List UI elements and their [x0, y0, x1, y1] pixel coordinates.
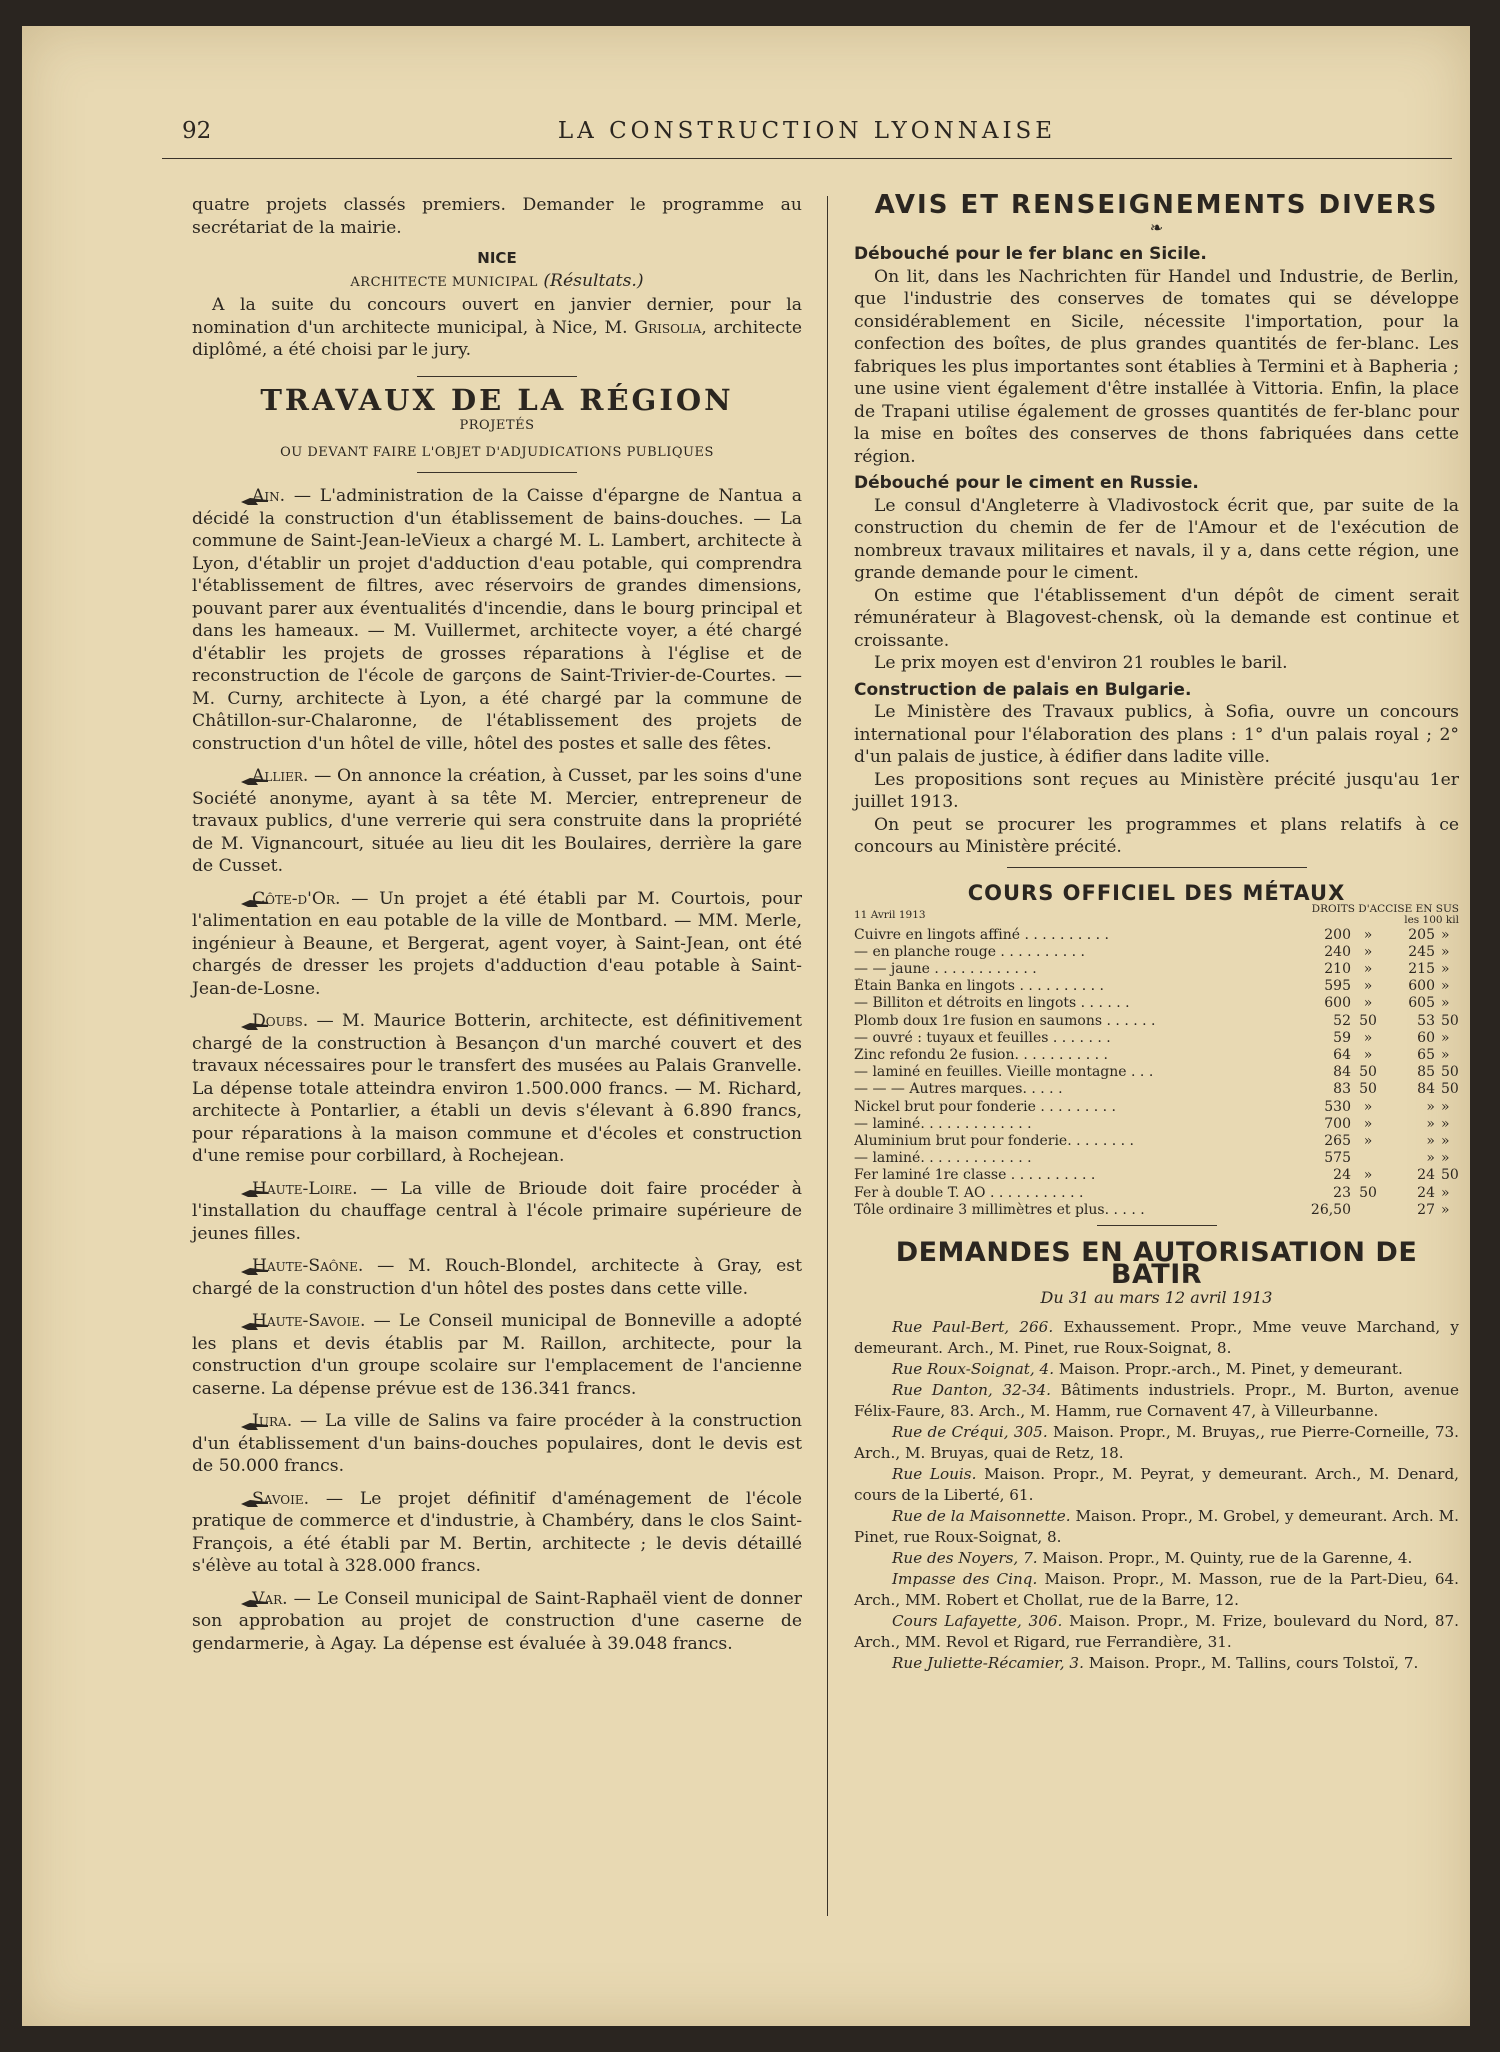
department-name: Doubs. [252, 1011, 309, 1031]
metal-name: Plomb doux 1re fusion en saumons . . . . . . [854, 1012, 1156, 1029]
metal-row [854, 1013, 1459, 1030]
metal-price: 575 [1324, 1150, 1351, 1167]
metal-duty-fraction: » [1441, 1046, 1450, 1063]
metal-duty-fraction: » [1441, 926, 1450, 943]
metal-row [854, 1167, 1459, 1184]
metal-price: 52 [1333, 1012, 1351, 1029]
metal-row [854, 1064, 1459, 1081]
entry-text: — M. Maurice Botterin, architecte, est définitivement chargé de la construction à Besançon d'un marché couvert et des travaux nécessaires pour le transfert des musées au Palais Granvelle. La dépense totale atteindra environ 1.500.000 francs. — M. Richard, architecte à Pontarlier, a établi un devis s'élevant à 6.890 francs, pour réparations à la maison commune et d'écoles et construction d'une remise pour corbillard, à Rochejean. [192, 1011, 802, 1166]
metal-duty: 84 [1417, 1081, 1435, 1098]
metal-price-fraction: » [1363, 995, 1373, 1012]
metal-duty: 600 [1408, 978, 1435, 995]
permit-list [854, 1317, 1459, 1674]
metals-column-header: DROITS D'ACCISE EN SUS les 100 kil [1311, 903, 1459, 926]
entry-text: — Le Conseil municipal de Bonneville a adopté les plans et devis établis par M. Raillon, architecte, pour la construction d'un groupe scolaire sur l'emplacement de l'ancienne caserne. La dépense prévue est de 136.341 francs. [192, 1311, 803, 1399]
metal-price-fraction [1351, 1202, 1385, 1219]
metal-duty-fraction: » [1441, 1150, 1450, 1167]
metal-price: 64 [1333, 1046, 1351, 1063]
region-entry [192, 1010, 802, 1168]
metal-duty: 24 [1417, 1184, 1435, 1201]
metal-price-fraction: 50 [1359, 1081, 1377, 1098]
permit-street: Rue Juliette-Récamier, 3. [892, 1654, 1084, 1673]
department-name: Côte-d'Or. [252, 888, 341, 909]
metal-duty-fraction: 50 [1441, 1012, 1459, 1029]
permit-entry [854, 1317, 1459, 1359]
metal-row [854, 944, 1459, 961]
pointing-hand-icon [216, 893, 246, 905]
permit-entry [854, 1653, 1459, 1674]
permit-street: Rue Louis. [892, 1465, 977, 1484]
metal-row [854, 1099, 1459, 1116]
permit-street: Cours Lafayette, 306. [892, 1612, 1063, 1631]
permit-entry [854, 1422, 1459, 1464]
continuation-paragraph: quatre projets classés premiers. Demander le programme au secrétariat de la mairie. [192, 195, 802, 238]
metal-duty: 60 [1417, 1029, 1435, 1046]
nice-label: ARCHITECTE MUNICIPAL [350, 274, 538, 290]
department-name: Ain. [252, 486, 286, 506]
metal-duty: 65 [1417, 1046, 1435, 1063]
pointing-hand-icon [216, 1016, 246, 1028]
permit-entry [854, 1506, 1459, 1548]
metal-price-fraction: » [1363, 943, 1373, 960]
metal-price: 83 [1333, 1081, 1351, 1098]
metal-duty: » [1426, 1115, 1435, 1132]
metal-row [854, 978, 1459, 995]
metal-duty: 53 [1417, 1012, 1435, 1029]
permit-entry [854, 1569, 1459, 1611]
permit-street: Rue de Créqui, 305. [892, 1423, 1048, 1442]
department-name: Savoie. [252, 1488, 310, 1509]
pointing-hand-icon [216, 491, 246, 503]
permit-details: Maison. Propr., M. Frize, boulevard du Nord, 87. Arch., MM. Revol et Rigard, rue Ferrandière, 31. [854, 1612, 1459, 1652]
permit-details: Maison. Propr., M. Quinty, rue de la Garenne, 4. [1037, 1549, 1413, 1568]
cours-title: COURS OFFICIEL DES MÉTAUX [967, 880, 1346, 905]
permit-details: Maison. Propr., M. Peyrat, y demeurant. Arch., M. Denard, cours de la Liberté, 61. [854, 1465, 1459, 1505]
metal-duty: 85 [1417, 1064, 1435, 1081]
department-name: Var. [252, 1588, 288, 1609]
pointing-hand-icon [216, 1316, 246, 1328]
pointing-hand-icon [216, 1261, 246, 1273]
metal-price: 24 [1333, 1167, 1351, 1184]
page-number: 92 [182, 118, 212, 144]
metal-price: 210 [1324, 960, 1351, 977]
metal-row [854, 1081, 1459, 1098]
metal-price-fraction: » [1363, 1029, 1373, 1046]
avis-sections [854, 243, 1459, 859]
travaux-subtitle-2: OU DEVANT FAIRE L'OBJET D'ADJUDICATIONS PUBLIQUES [280, 444, 714, 460]
metal-row [854, 1150, 1459, 1167]
metal-row [854, 995, 1459, 1012]
metal-price: 59 [1333, 1029, 1351, 1046]
permit-street: Impasse des Cinq. [892, 1570, 1038, 1589]
pointing-hand-icon [216, 1593, 246, 1605]
metal-row [854, 927, 1459, 944]
region-entry [192, 888, 802, 1001]
region-entry [192, 485, 802, 755]
metal-duty-fraction: » [1441, 943, 1450, 960]
entry-text: — La ville de Salins va faire procéder à la construction d'un établissement d'un bains-douches populaires, dont le devis est de 50.000 francs. [192, 1411, 802, 1476]
metal-row [854, 1047, 1459, 1064]
metal-duty: » [1426, 1098, 1435, 1115]
metal-price-fraction: » [1363, 978, 1373, 995]
avis-paragraph: On estime que l'établissement d'un dépôt de ciment serait rémunérateur à Blagovest-chensk, où la demande est continue et croissante. [854, 585, 1459, 651]
metal-name: Étain Banka en lingots . . . . . . . . . . [854, 978, 1104, 995]
metal-price: 600 [1324, 995, 1351, 1012]
metal-name: — en planche rouge . . . . . . . . . . [854, 943, 1085, 960]
metal-name: — Billiton et détroits en lingots . . . . . . [854, 995, 1130, 1012]
metal-duty: 24 [1417, 1167, 1435, 1184]
pointing-hand-icon [216, 1493, 246, 1505]
nice-label-italic: (Résultats.) [543, 270, 644, 291]
metal-price-fraction: 50 [1359, 1012, 1377, 1029]
metal-duty: 205 [1408, 926, 1435, 943]
avis-title: AVIS ET RENSEIGNEMENTS DIVERS [874, 190, 1439, 220]
avis-paragraph: Le prix moyen est d'environ 21 roubles le baril. [874, 653, 1288, 673]
avis-paragraph: Le Ministère des Travaux publics, à Sofia, ouvre un concours international pour l'élaboration des plans : 1° d'un palais royal ; 2° d'un palais de justice, à édifier dans ladite ville. [854, 702, 1459, 767]
avis-paragraph: Le consul d'Angleterre à Vladivostock écrit que, par suite de la construction du chemin de fer de l'Amour et de l'exécution de nombreux travaux militaires et navals, il y a, dans cette région, une grande demande pour le ciment. [854, 495, 1459, 583]
metal-duty-fraction: » [1441, 1029, 1450, 1046]
metal-price: 595 [1324, 978, 1351, 995]
region-entry [192, 1488, 802, 1578]
avis-paragraph: On lit, dans les Nachrichten für Handel und Industrie, de Berlin, que l'industrie des conserves de tomates qui se développe considérablement en Sicile, nécessite l'importation, pour la confection des boîtes, de plus grandes quantités de fer-blanc. Les fabriques les plus importantes sont établies à Termini et à Bapheria ; une usine vient également d'être installée à Vittoria. Enfin, la place de Trapani utilise également de grosses quantités de fer-blanc pour la mise en boîtes des conserves de thons fabriquées dans cette région. [854, 266, 1459, 467]
metal-price-fraction: » [1363, 1046, 1373, 1063]
region-entry [192, 1410, 802, 1478]
metal-price-fraction [1351, 1150, 1385, 1167]
region-entry [192, 1310, 802, 1400]
metal-name: Fer à double T. AO . . . . . . . . . . . [854, 1184, 1084, 1201]
metal-name: Fer laminé 1re classe . . . . . . . . . . [854, 1167, 1096, 1184]
entry-text: — Un projet a été établi par M. Courtois, pour l'alimentation en eau potable de la ville de Montbard. — MM. Merle, ingénieur à Beaune, et Bergerat, agent voyer, à Saint-Jean, ont été chargés de dresser les projets d'adduction d'eau potable à Saint-Jean-de-Losne. [192, 888, 802, 999]
metal-name: — laminé. . . . . . . . . . . . . [854, 1150, 1032, 1167]
permit-entry [854, 1611, 1459, 1653]
region-entry [192, 1588, 802, 1656]
page-header [162, 118, 1452, 159]
permit-street: Rue Paul-Bert, 266. [892, 1318, 1054, 1337]
entry-text: — Le Conseil municipal de Saint-Raphaël vient de donner son approbation au projet de construction d'une caserne de gendarmerie, à Agay. La dépense est évaluée à 39.048 francs. [192, 1588, 802, 1654]
section-rule [1097, 1225, 1217, 1226]
metal-duty-fraction: » [1441, 995, 1450, 1012]
travaux-title: TRAVAUX DE LA RÉGION [260, 382, 734, 417]
entry-text: — M. Rouch-Blondel, architecte à Gray, est chargé de la construction d'un hôtel des postes dans cette ville. [192, 1256, 802, 1299]
department-name: Haute-Saône. [252, 1256, 364, 1276]
avis-paragraph: Les propositions sont reçues au Ministère précité jusqu'au 1er juillet 1913. [854, 769, 1459, 812]
permit-details: Bâtiments industriels. Propr., M. Burton, avenue Félix-Faure, 83. Arch., M. Hamm, rue Cornavent 47, à Villeurbanne. [854, 1381, 1459, 1421]
permit-details: Maison. Propr., M. Bruyas,, rue Pierre-Corneille, 73. Arch., M. Bruyas, quai de Retz, 18. [854, 1423, 1459, 1463]
metal-duty: » [1426, 1132, 1435, 1149]
entry-text: — Le projet définitif d'aménagement de l'école pratique de commerce et d'industrie, à Chambéry, dans le clos Saint-François, a été établi par M. Bertin, architecte ; le devis détaillé s'élève au total à 328.000 francs. [192, 1488, 802, 1576]
region-entry [192, 1178, 802, 1246]
nice-heading: NICE [477, 249, 517, 267]
metal-price: 200 [1324, 926, 1351, 943]
nice-paragraph: A la suite du concours ouvert en janvier dernier, pour la nomination d'un architecte municipal, à Nice, M. Grisolia, architecte diplômé, a été choisi par le jury. [192, 295, 802, 360]
metal-price: 84 [1333, 1064, 1351, 1081]
metal-price: 240 [1324, 943, 1351, 960]
metal-duty: 215 [1408, 960, 1435, 977]
permit-street: Rue des Noyers, 7. [892, 1549, 1038, 1568]
metals-table [854, 927, 1459, 1219]
permit-entry [854, 1464, 1459, 1506]
metal-price: 265 [1324, 1132, 1351, 1149]
demandes-subtitle: Du 31 au mars 12 avril 1913 [1040, 1287, 1273, 1307]
section-rule [1007, 867, 1307, 868]
metal-name: Aluminium brut pour fonderie. . . . . . . . [854, 1132, 1134, 1149]
metal-price-fraction: » [1363, 1098, 1373, 1115]
metal-price-fraction: 50 [1359, 1184, 1377, 1201]
metal-row [854, 1133, 1459, 1150]
metal-price: 26,50 [1310, 1201, 1351, 1218]
metals-table-head [854, 904, 1459, 927]
department-name: Haute-Savoie. [252, 1311, 366, 1331]
metal-name: — — — Autres marques. . . . . [854, 1081, 1063, 1098]
metal-duty: 605 [1408, 995, 1435, 1012]
pointing-hand-icon [216, 1183, 246, 1195]
metal-price-fraction: 50 [1359, 1064, 1377, 1081]
section-rule [417, 376, 577, 377]
permit-street: Rue Roux-Soignat, 4. [892, 1360, 1055, 1379]
metal-name: — — jaune . . . . . . . . . . . . [854, 960, 1037, 977]
metal-row [854, 1030, 1459, 1047]
metal-duty-fraction: » [1441, 960, 1450, 977]
metal-duty-fraction: 50 [1441, 1064, 1459, 1081]
metal-duty-fraction: 50 [1441, 1081, 1459, 1098]
entry-text: — La ville de Brioude doit faire procéder à l'installation du chauffage central à l'école primaire supérieure de jeunes filles. [192, 1178, 802, 1244]
nice-subheading [192, 270, 802, 295]
metal-row [854, 1185, 1459, 1202]
metal-name: Zinc refondu 2e fusion. . . . . . . . . . . [854, 1046, 1108, 1063]
avis-section-heading: Débouché pour le ciment en Russie. [854, 473, 1199, 493]
permit-details: Maison. Propr., M. Grobel, y demeurant. Arch. M. Pinet, rue Roux-Soignat, 8. [854, 1507, 1459, 1547]
fleuron-icon: ❧ [1149, 217, 1164, 237]
journal-title: LA CONSTRUCTION LYONNAISE [557, 118, 1057, 144]
metal-price-fraction: » [1363, 1167, 1373, 1184]
metal-price-fraction: » [1363, 1115, 1373, 1132]
region-entry [192, 765, 802, 878]
metal-duty-fraction: » [1441, 1184, 1450, 1201]
right-column [854, 190, 1459, 1674]
permit-entry [854, 1380, 1459, 1422]
permit-details: Maison. Propr., M. Tallins, cours Tolstoï, 7. [1083, 1654, 1419, 1673]
metal-price-fraction: » [1363, 960, 1373, 977]
metal-duty: 245 [1408, 943, 1435, 960]
permit-street: Rue Danton, 32-34. [892, 1381, 1051, 1400]
metal-duty-fraction: » [1441, 978, 1450, 995]
section-rule [417, 472, 577, 473]
metal-row [854, 1202, 1459, 1219]
region-entry [192, 1255, 802, 1300]
avis-section-heading: Construction de palais en Bulgarie. [854, 679, 1192, 700]
metal-duty-fraction: » [1441, 1132, 1450, 1149]
metal-price-fraction: » [1363, 926, 1373, 943]
avis-paragraph: On peut se procurer les programmes et plans relatifs à ce concours au Ministère précité. [854, 814, 1459, 857]
metal-name: Tôle ordinaire 3 millimètres et plus. . . . . [854, 1201, 1145, 1218]
metal-name: — ouvré : tuyaux et feuilles . . . . . . . [854, 1029, 1111, 1046]
permit-details: Exhaussement. Propr., Mme veuve Marchand, y demeurant. Arch., M. Pinet, rue Roux-Soignat, 8. [854, 1318, 1459, 1358]
avis-section-heading: Débouché pour le fer blanc en Sicile. [854, 244, 1207, 264]
metal-duty: 27 [1417, 1201, 1435, 1218]
cours-date: 11 Avril 1913 [854, 909, 926, 921]
nice-architect-name: Grisolia [634, 317, 702, 338]
metal-row [854, 1116, 1459, 1133]
travaux-subtitle-1: PROJETÉS [459, 418, 535, 433]
permit-details: Maison. Propr., M. Masson, rue de la Part-Dieu, 64. Arch., MM. Robert et Chollat, rue de la Barre, 12. [854, 1570, 1459, 1610]
permit-street: Rue de la Maisonnette. [892, 1507, 1071, 1526]
metal-name: — laminé. . . . . . . . . . . . . [854, 1115, 1032, 1132]
demandes-title: DEMANDES EN AUTORISATION DE BATIR [895, 1236, 1418, 1291]
permit-entry [854, 1548, 1459, 1569]
metal-name: Nickel brut pour fonderie . . . . . . . . . [854, 1098, 1116, 1115]
page-sheet [22, 26, 1470, 2026]
metal-duty-fraction: » [1441, 1115, 1450, 1132]
pointing-hand-icon [216, 1416, 246, 1428]
metal-duty-fraction: 50 [1441, 1167, 1459, 1184]
entry-text: — L'administration de la Caisse d'épargne de Nantua a décidé la construction d'un établissement de bains-douches. — La commune de Saint-Jean-leVieux a chargé M. L. Lambert, architecte à Lyon, d'établir un projet d'adduction d'eau potable, qui comprendra l'établissement de filtres, avec réservoirs de grandes dimensions, pouvant parer aux éventualités d'incendie, dans le bourg principal et dans les hameaux. — M. Vuillermet, architecte voyer, a été chargé d'établir les projets de grosses réparations à l'église et de reconstruction de l'école de garçons de Saint-Trivier-de-Courtes. — M. Curny, architecte à Lyon, a été chargé par la commune de Châtillon-sur-Chalaronne, de l'établissement des projets de construction d'un hôtel de ville, hôtel des postes et salle des fêtes. [192, 486, 802, 754]
metal-row [854, 961, 1459, 978]
metal-name: Cuivre en lingots affiné . . . . . . . . . . [854, 926, 1109, 943]
department-name: Haute-Loire. [252, 1178, 358, 1199]
department-name: Allier. [252, 766, 309, 786]
entry-text: — On annonce la création, à Cusset, par les soins d'une Société anonyme, ayant à sa tête M. Mercier, entrepreneur de travaux publics, d'une verrerie qui sera construite dans la propriété de M. Vignancourt, située au lieu dit les Boulaires, derrière la gare de Cusset. [192, 766, 802, 876]
metal-duty: » [1426, 1150, 1435, 1167]
permit-details: Maison. Propr.-arch., M. Pinet, y demeurant. [1054, 1360, 1403, 1379]
metal-duty-fraction: » [1441, 1098, 1450, 1115]
left-column [192, 194, 802, 1655]
department-name: Jura. [252, 1411, 293, 1431]
metal-name: — laminé en feuilles. Vieille montagne . . . [854, 1064, 1154, 1081]
travaux-entries [192, 485, 802, 1655]
column-divider [827, 196, 828, 1916]
pointing-hand-icon [216, 771, 246, 783]
metal-duty-fraction: » [1441, 1201, 1450, 1218]
metal-price: 530 [1324, 1098, 1351, 1115]
permit-entry [854, 1359, 1459, 1380]
metal-price: 23 [1333, 1184, 1351, 1201]
metal-price: 700 [1324, 1115, 1351, 1132]
metal-price-fraction: » [1363, 1132, 1373, 1149]
